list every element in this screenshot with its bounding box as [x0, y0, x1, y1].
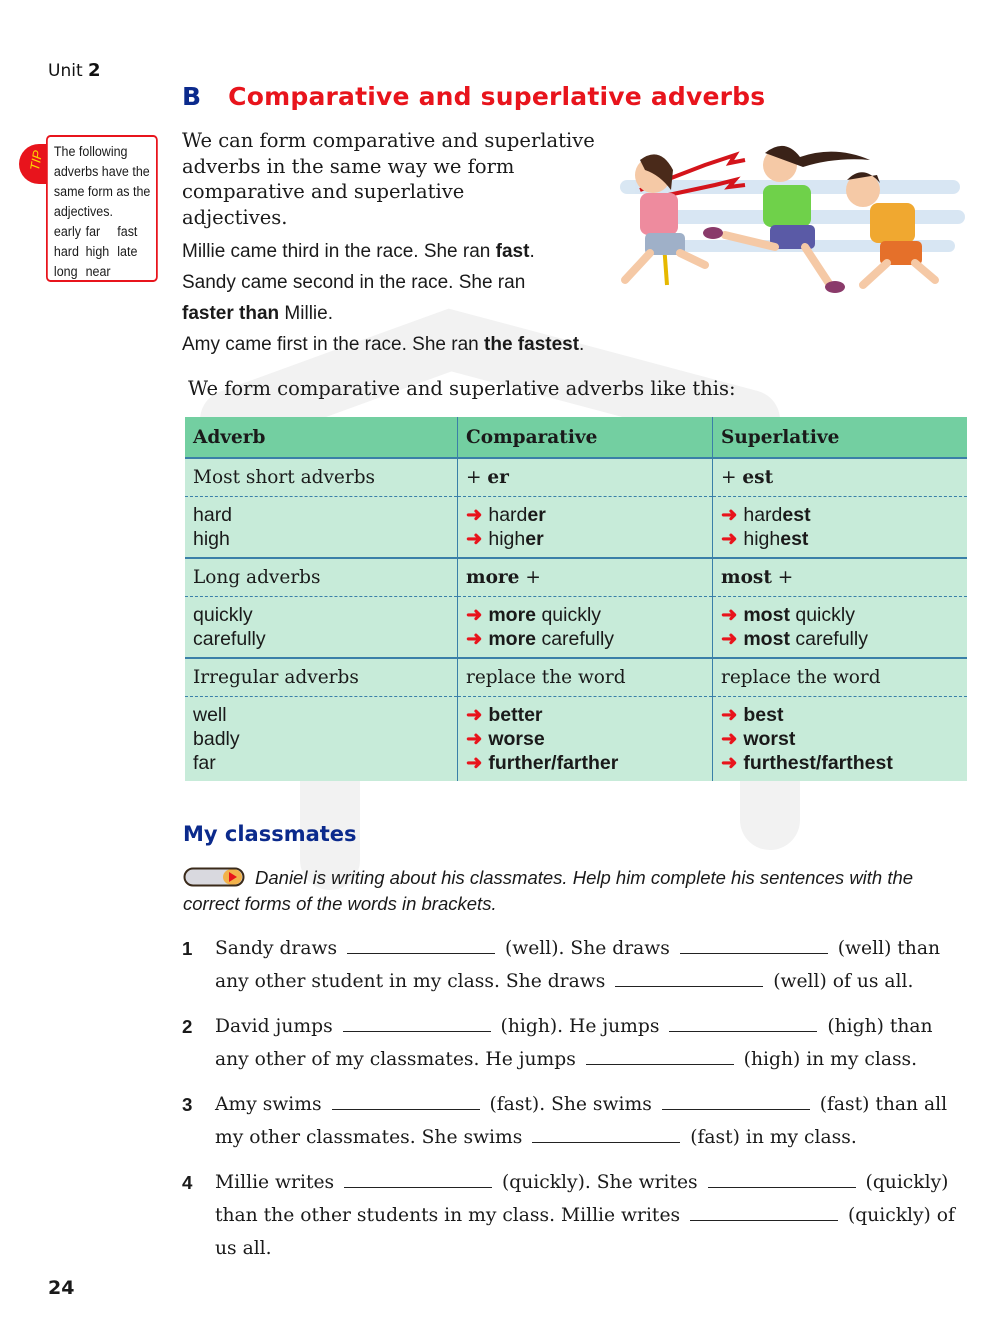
table-intro: We form comparative and superlative adverbs like this:	[188, 377, 736, 400]
answer-blank[interactable]	[586, 1048, 734, 1065]
answer-blank[interactable]	[347, 937, 495, 954]
superlative-cell	[713, 597, 968, 659]
intro-line: adjectives.	[182, 205, 288, 229]
item-number: 1	[182, 938, 193, 959]
category-label: Long adverbs	[185, 558, 458, 597]
arrow-icon: ➜	[721, 752, 738, 774]
rule-text: +	[466, 467, 488, 488]
item-number: 3	[182, 1094, 193, 1115]
comparative-form	[466, 603, 704, 627]
item-text: Amy swims	[215, 1094, 328, 1115]
arrow-icon: ➜	[466, 604, 483, 626]
example-bold: the fastest	[484, 334, 580, 355]
irregular-form: furthest/farthest	[743, 752, 893, 774]
section-letter: B	[182, 82, 202, 111]
comparative-form	[466, 727, 704, 751]
item-text: (high). He jumps	[494, 1016, 666, 1037]
unit-label	[48, 60, 101, 81]
item-text: (high) in my class.	[737, 1049, 918, 1070]
superlative-cell	[713, 497, 968, 559]
answer-blank[interactable]	[662, 1093, 810, 1110]
section-heading	[182, 82, 765, 111]
example-row	[185, 697, 967, 782]
item-text: David jumps	[215, 1016, 339, 1037]
tip-word: near	[85, 264, 111, 280]
header-comparative: Comparative	[458, 417, 713, 458]
stem: carefully	[789, 628, 868, 650]
superlative-form	[721, 603, 959, 627]
arrow-icon: ➜	[466, 628, 483, 650]
rule-text: +	[771, 567, 794, 588]
example-text: Amy came first in the race. She ran	[182, 334, 485, 355]
comparative-form	[466, 703, 704, 727]
answer-blank[interactable]	[344, 1171, 492, 1188]
tip-word: far	[85, 224, 101, 240]
adverb: high	[193, 528, 230, 550]
adverb: badly	[193, 728, 240, 750]
example-text: .	[579, 334, 585, 355]
comparative-rule	[458, 558, 713, 597]
arrow-icon: ➜	[466, 728, 483, 750]
audio-play-icon[interactable]	[183, 867, 245, 887]
stem: high	[743, 528, 781, 550]
superlative-form	[721, 703, 959, 727]
intro-line: comparative and superlative	[182, 180, 465, 203]
rule-text: +	[519, 567, 541, 588]
example-line	[182, 329, 652, 360]
item-number: 2	[182, 1016, 193, 1037]
superlative-form	[721, 727, 959, 751]
answer-blank[interactable]	[332, 1093, 480, 1110]
answer-blank[interactable]	[615, 970, 763, 987]
adverb: well	[193, 704, 227, 726]
exercise-title: My classmates	[183, 822, 357, 846]
stem: high	[488, 528, 526, 550]
modifier: most	[743, 628, 790, 650]
comparative-cell	[458, 697, 713, 782]
example-bold: fast	[495, 241, 530, 262]
superlative-form	[721, 503, 959, 527]
item-text: (well) of us all.	[767, 971, 914, 992]
irregular-form: better	[488, 704, 543, 726]
exercise-instructions	[183, 865, 973, 917]
tip-line: adverbs have the	[53, 164, 150, 180]
example-bold: faster than	[182, 303, 280, 324]
rule-bold: most	[721, 567, 772, 588]
irregular-form: worse	[488, 728, 545, 750]
example-line	[182, 236, 652, 267]
arrow-icon: ➜	[466, 528, 483, 550]
header-adverb: Adverb	[185, 417, 458, 458]
comparative-form	[466, 627, 704, 651]
unit-prefix: Unit	[48, 61, 83, 81]
suffix: est	[782, 504, 811, 526]
item-text: (well). She draws	[499, 938, 676, 959]
modifier: more	[488, 628, 537, 650]
adverb-cell	[185, 597, 458, 659]
comparative-form	[466, 527, 704, 551]
intro-line: adverbs in the same way we form	[182, 154, 515, 178]
superlative-cell	[713, 697, 968, 782]
answer-blank[interactable]	[669, 1015, 817, 1032]
adverb: quickly	[193, 604, 253, 626]
comparative-cell	[458, 497, 713, 559]
comparative-rule: replace the word	[458, 658, 713, 697]
category-row	[185, 458, 967, 497]
superlative-rule	[713, 458, 968, 497]
rule-bold: est	[742, 467, 774, 488]
exercise-items	[182, 932, 972, 1277]
adverb-forms-table	[185, 417, 967, 781]
tip-box	[46, 135, 158, 282]
item-text: (quickly). She writes	[496, 1172, 704, 1193]
modifier: more	[488, 604, 537, 626]
superlative-form	[721, 751, 959, 775]
arrow-icon: ➜	[721, 628, 738, 650]
tip-word: early	[53, 224, 81, 240]
tip-word: late	[117, 244, 138, 260]
example-text: Sandy came second in the race. She ran	[182, 272, 526, 293]
exercise-item	[182, 1010, 972, 1076]
tip-line: The following	[53, 144, 128, 160]
answer-blank[interactable]	[532, 1126, 680, 1143]
suffix: er	[525, 528, 544, 550]
example-row	[185, 597, 967, 659]
arrow-icon: ➜	[466, 504, 483, 526]
suffix: est	[780, 528, 809, 550]
superlative-rule	[713, 558, 968, 597]
example-line	[182, 267, 652, 298]
exercise-item	[182, 932, 972, 998]
comparative-cell	[458, 597, 713, 659]
race-examples	[182, 236, 652, 360]
instructions-text: Daniel is writing about his classmates. Help him complete his sentences with the correct forms of the words in brackets.	[183, 867, 914, 914]
answer-blank[interactable]	[708, 1171, 856, 1188]
adverb: carefully	[193, 628, 266, 650]
stem: hard	[488, 504, 528, 526]
item-text: (high) than any other of my classmates. He jumps	[215, 1016, 933, 1070]
tip-line: same form as the	[53, 184, 151, 200]
irregular-form: best	[743, 704, 784, 726]
page-number: 24	[48, 1277, 75, 1299]
rule-text: +	[721, 467, 743, 488]
adverb-cell	[185, 697, 458, 782]
example-line	[182, 298, 652, 329]
stem: quickly	[789, 604, 855, 626]
rule-bold: more	[466, 567, 520, 588]
superlative-rule: replace the word	[713, 658, 968, 697]
exercise-item	[182, 1166, 972, 1265]
example-text: Millie.	[279, 303, 333, 324]
category-label: Most short adverbs	[185, 458, 458, 497]
adverb: hard	[193, 504, 233, 526]
table-header-row	[185, 417, 967, 458]
comparative-form	[466, 503, 704, 527]
item-text: (quickly) than the other students in my class. Millie writes	[215, 1172, 949, 1226]
intro-paragraph	[182, 128, 622, 230]
running-girls-illustration	[605, 135, 980, 295]
tip-word: high	[85, 244, 110, 260]
arrow-icon: ➜	[721, 704, 738, 726]
superlative-form	[721, 527, 959, 551]
tip-word: fast	[117, 224, 138, 240]
adverb: far	[193, 752, 216, 774]
item-text: (fast) in my class.	[684, 1127, 857, 1148]
stem: quickly	[536, 604, 602, 626]
answer-blank[interactable]	[343, 1015, 491, 1032]
answer-blank[interactable]	[690, 1204, 838, 1221]
tip-word-list	[54, 222, 156, 282]
example-text: .	[529, 241, 535, 262]
unit-number: 2	[88, 60, 101, 81]
irregular-form: further/farther	[488, 752, 619, 774]
tip-word: long	[53, 264, 78, 280]
item-text: Millie writes	[215, 1172, 341, 1193]
irregular-form: worst	[743, 728, 796, 750]
arrow-icon: ➜	[721, 528, 738, 550]
tip-line: adjectives.	[53, 204, 113, 220]
category-row	[185, 658, 967, 697]
arrow-icon: ➜	[721, 728, 738, 750]
item-text: Sandy draws	[215, 938, 344, 959]
category-row	[185, 558, 967, 597]
arrow-icon: ➜	[466, 752, 483, 774]
exercise-item	[182, 1088, 972, 1154]
example-row	[185, 497, 967, 559]
comparative-form	[466, 751, 704, 775]
arrow-icon: ➜	[466, 704, 483, 726]
item-text: (fast) than all my other classmates. She swims	[215, 1094, 948, 1148]
arrow-icon: ➜	[721, 604, 738, 626]
category-label: Irregular adverbs	[185, 658, 458, 697]
superlative-form	[721, 627, 959, 651]
adverb-cell	[185, 497, 458, 559]
stem: carefully	[536, 628, 615, 650]
rule-bold: er	[487, 467, 509, 488]
example-text: Millie came third in the race. She ran	[182, 241, 496, 262]
item-text: (fast). She swims	[483, 1094, 658, 1115]
tip-badge-label: TIP	[26, 149, 46, 172]
modifier: most	[743, 604, 790, 626]
answer-blank[interactable]	[680, 937, 828, 954]
item-text: (quickly) of us all.	[215, 1205, 955, 1259]
item-number: 4	[182, 1172, 193, 1193]
header-superlative: Superlative	[713, 417, 968, 458]
comparative-rule	[458, 458, 713, 497]
section-title: Comparative and superlative adverbs	[228, 82, 766, 111]
tip-word: hard	[53, 244, 79, 260]
item-text: (well) than any other student in my class. She draws	[215, 938, 941, 992]
intro-line: We can form comparative and superlative	[182, 129, 595, 152]
stem: hard	[743, 504, 783, 526]
arrow-icon: ➜	[721, 504, 738, 526]
suffix: er	[527, 504, 546, 526]
